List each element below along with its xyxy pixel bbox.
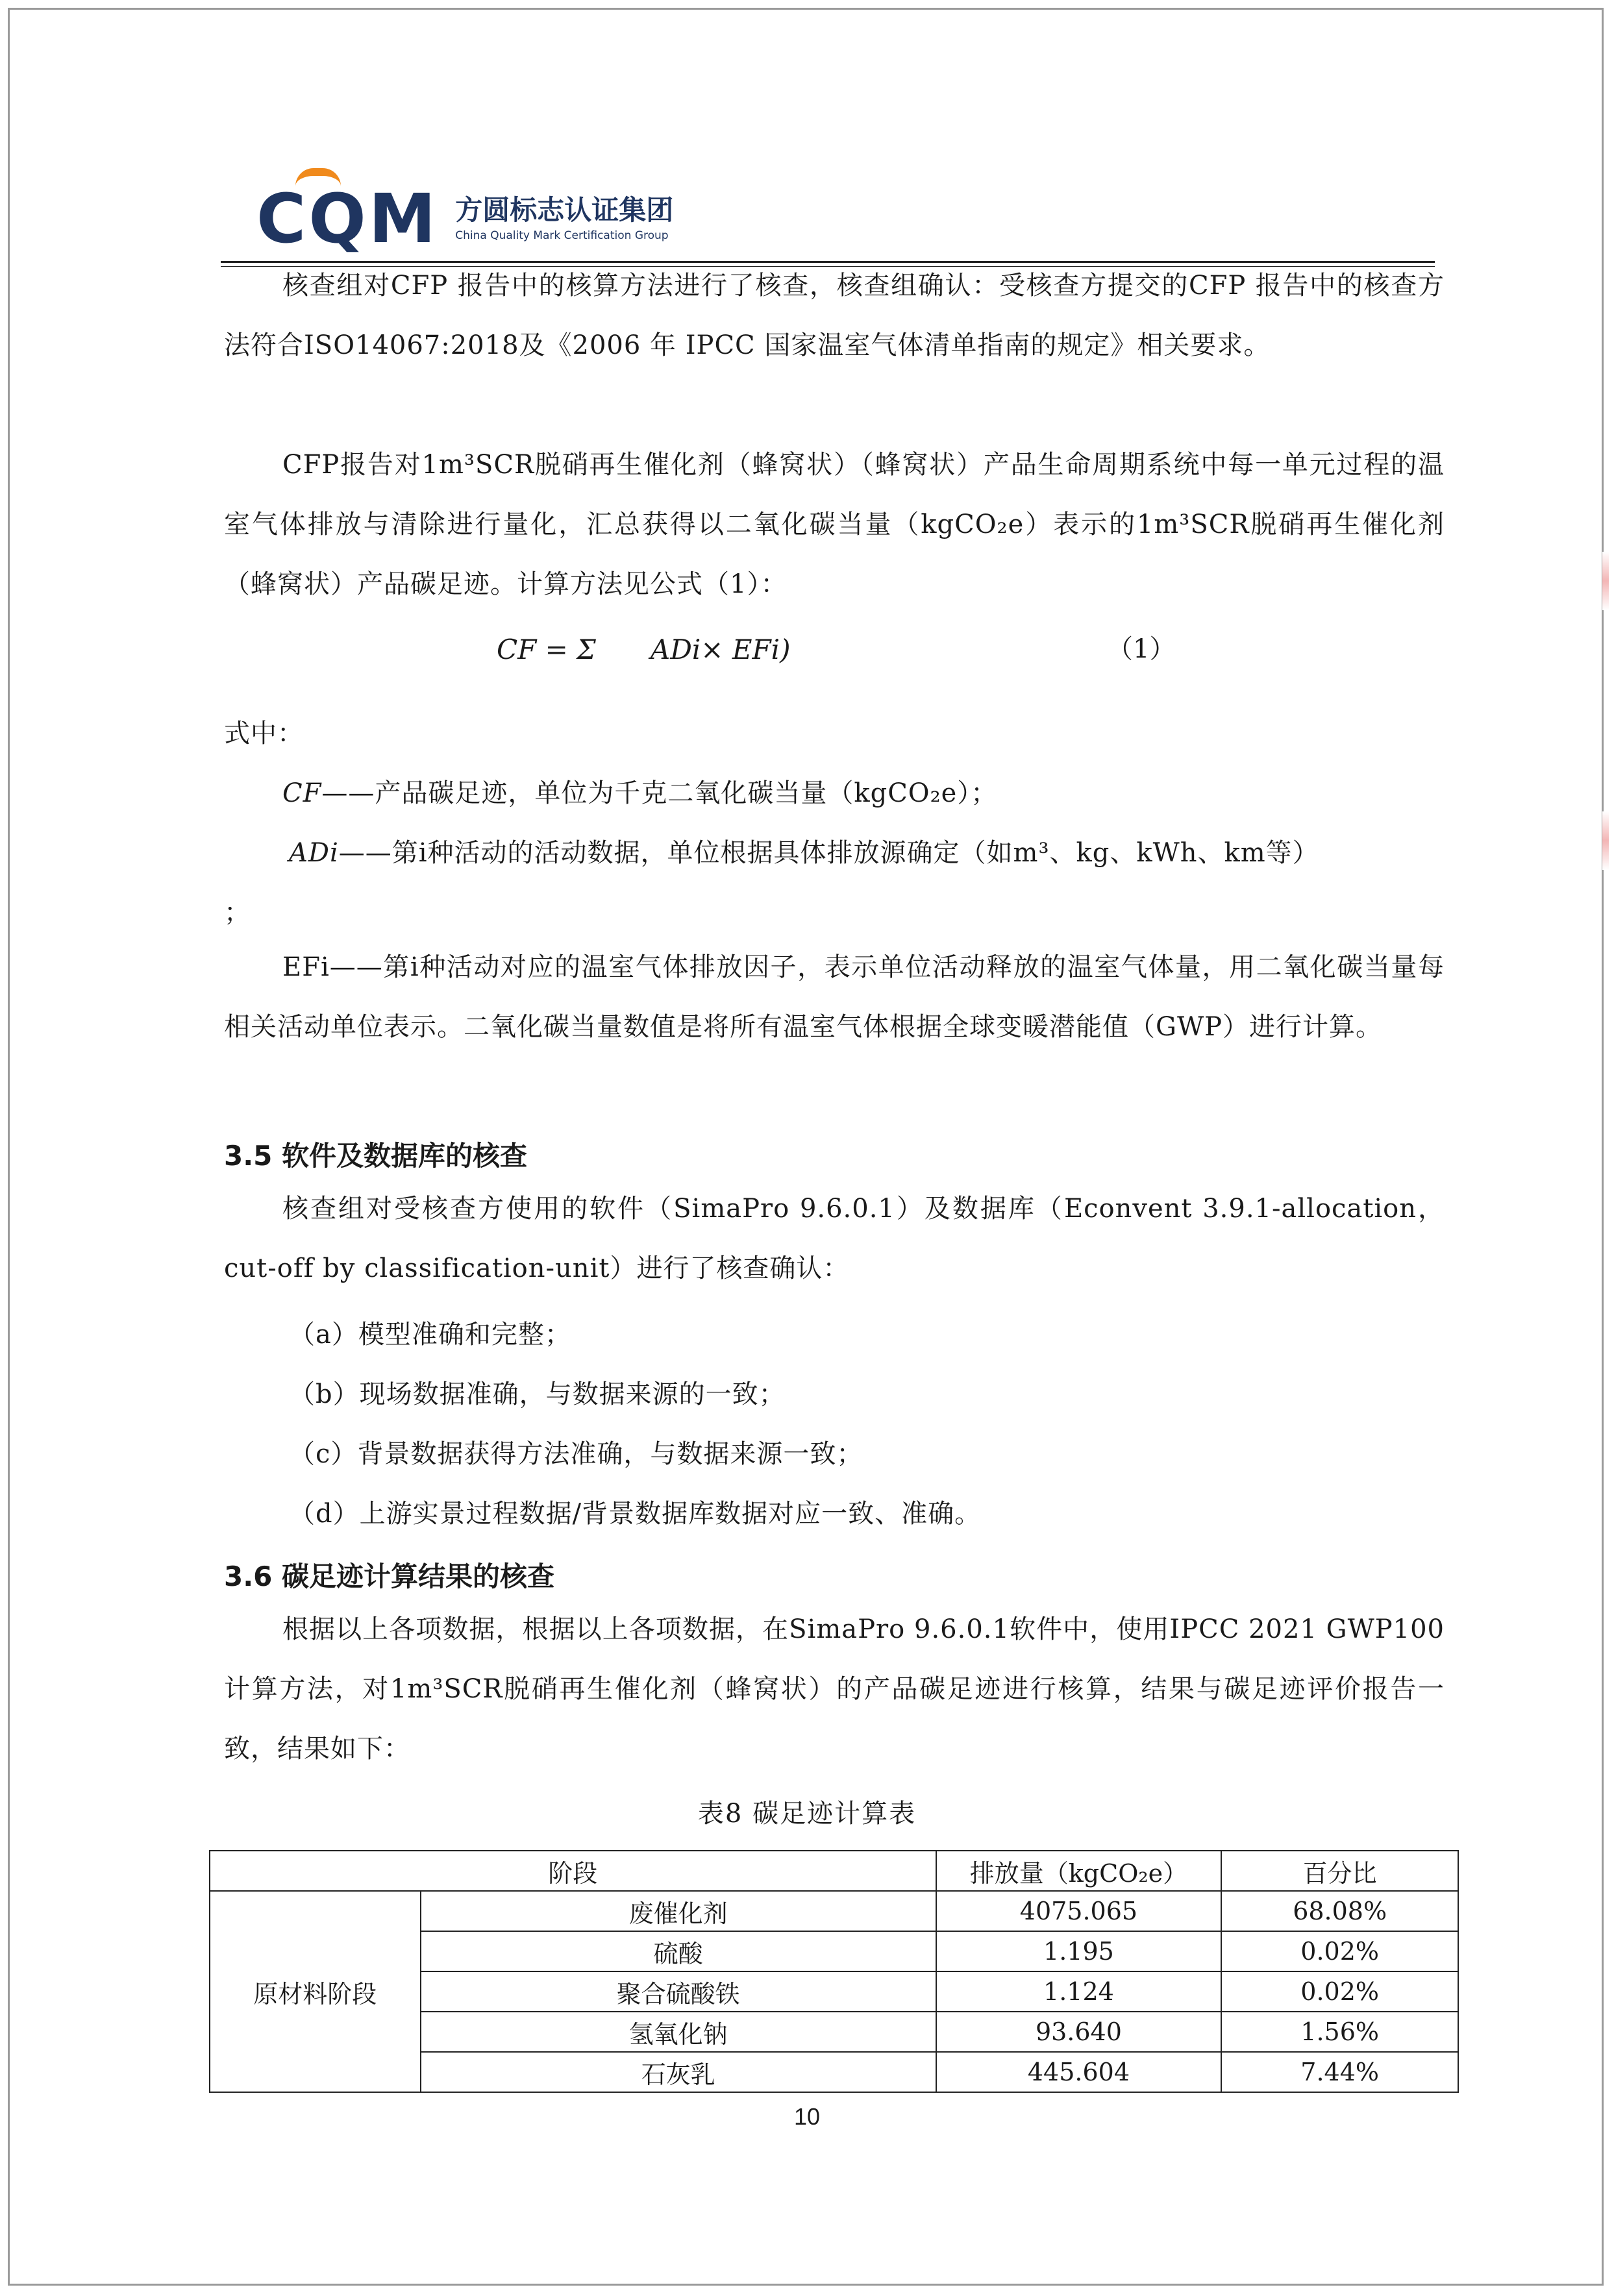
section-heading-3-5: 3.5 软件及数据库的核查 <box>224 1140 528 1172</box>
carbon-footprint-table <box>209 1850 1459 2093</box>
percent-cell: 7.44% <box>1221 2052 1458 2092</box>
logo-mark: CQM <box>256 185 438 253</box>
percent-cell: 1.56% <box>1221 2012 1458 2052</box>
logo-english-name: China Quality Mark Certification Group <box>455 229 669 243</box>
stage-group-cell: 原材料阶段 <box>210 1891 421 2092</box>
formula: CF = Σ ADi× EFi) <box>497 634 791 665</box>
header-percent: 百分比 <box>1221 1851 1458 1891</box>
formula-number: （1） <box>1107 634 1176 664</box>
table-header-row <box>210 1851 1458 1891</box>
percent-cell: 68.08% <box>1221 1891 1458 1931</box>
item-cell: 氢氧化钠 <box>421 2012 936 2052</box>
emission-cell: 1.124 <box>936 1971 1222 2012</box>
logo-chinese-name: 方圆标志认证集团 <box>455 193 674 226</box>
list-item-a: （a）模型准确和完整； <box>289 1320 571 1350</box>
definition-adi-term: ADi <box>289 838 339 868</box>
company-logo <box>256 179 674 258</box>
paragraph-software-check: 核查组对受核查方使用的软件（SimaPro 9.6.0.1）及数据库（Econvent 3.9.1-allocation，cut-off by classification-unit）进行了核查确认： <box>224 1194 1445 1283</box>
emission-cell: 1.195 <box>936 1931 1222 1971</box>
header-emission: 排放量（kgCO₂e） <box>936 1851 1222 1891</box>
list-item-b: （b）现场数据准确，与数据来源的一致； <box>289 1379 786 1409</box>
section-heading-3-6: 3.6 碳足迹计算结果的核查 <box>224 1561 555 1592</box>
paragraph-cfp-quantification: CFP报告对1m³SCR脱硝再生催化剂（蜂窝状）（蜂窝状）产品生命周期系统中每一单元过程的温室气体排放与清除进行量化，汇总获得以二氧化碳当量（kgCO₂e）表示的1m³SCR脱硝再生催化剂（蜂窝状）产品碳足迹。计算方法见公式（1）： <box>224 450 1445 599</box>
definition-cf: CF——产品碳足迹，单位为千克二氧化碳当量（kgCO₂e）； <box>282 778 998 808</box>
definition-efi: EFi——第i种活动对应的温室气体排放因子，表示单位活动释放的温室气体量，用二氧化碳当量每相关活动单位表示。二氧化碳当量数值是将所有温室气体根据全球变暖潜能值（GWP）进行计算。 <box>224 952 1445 1042</box>
page-number: 10 <box>793 2103 821 2130</box>
paragraph-method-check: 核查组对CFP 报告中的核算方法进行了核查，核查组确认：受核查方提交的CFP 报告中的核查方法符合ISO14067:2018及《2006 年 IPCC 国家温室气体清单指南的规定》相关要求。 <box>224 271 1445 360</box>
list-item-d: （d）上游实景过程数据/背景数据库数据对应一致、准确。 <box>289 1499 982 1529</box>
table-caption: 表8 碳足迹计算表 <box>697 1799 917 1829</box>
definition-adi: ADi——第i种活动的活动数据，单位根据具体排放源确定（如m³、kg、kWh、km等） <box>289 838 1319 868</box>
item-cell: 石灰乳 <box>421 2052 936 2092</box>
item-cell: 聚合硫酸铁 <box>421 1971 936 2012</box>
edge-stamp-mark <box>1602 811 1609 870</box>
definition-adi-tail: ； <box>224 898 251 928</box>
item-cell: 硫酸 <box>421 1931 936 1971</box>
percent-cell: 0.02% <box>1221 1971 1458 2012</box>
list-item-c: （c）背景数据获得方法准确，与数据来源一致； <box>289 1439 863 1469</box>
emission-cell: 93.640 <box>936 2012 1222 2052</box>
definition-cf-term: CF <box>282 778 322 808</box>
item-cell: 废催化剂 <box>421 1891 936 1931</box>
emission-cell: 4075.065 <box>936 1891 1222 1931</box>
table-row <box>210 1891 1458 1931</box>
emission-cell: 445.604 <box>936 2052 1222 2092</box>
percent-cell: 0.02% <box>1221 1931 1458 1971</box>
paragraph-result-check: 根据以上各项数据，根据以上各项数据，在SimaPro 9.6.0.1软件中，使用IPCC 2021 GWP100计算方法，对1m³SCR脱硝再生催化剂（蜂窝状）的产品碳足迹进行核算，结果与碳足迹评价报告一致，结果如下： <box>224 1614 1445 1764</box>
where-label: 式中： <box>224 719 304 748</box>
edge-stamp-mark <box>1602 552 1609 610</box>
header-stage: 阶段 <box>210 1851 936 1891</box>
